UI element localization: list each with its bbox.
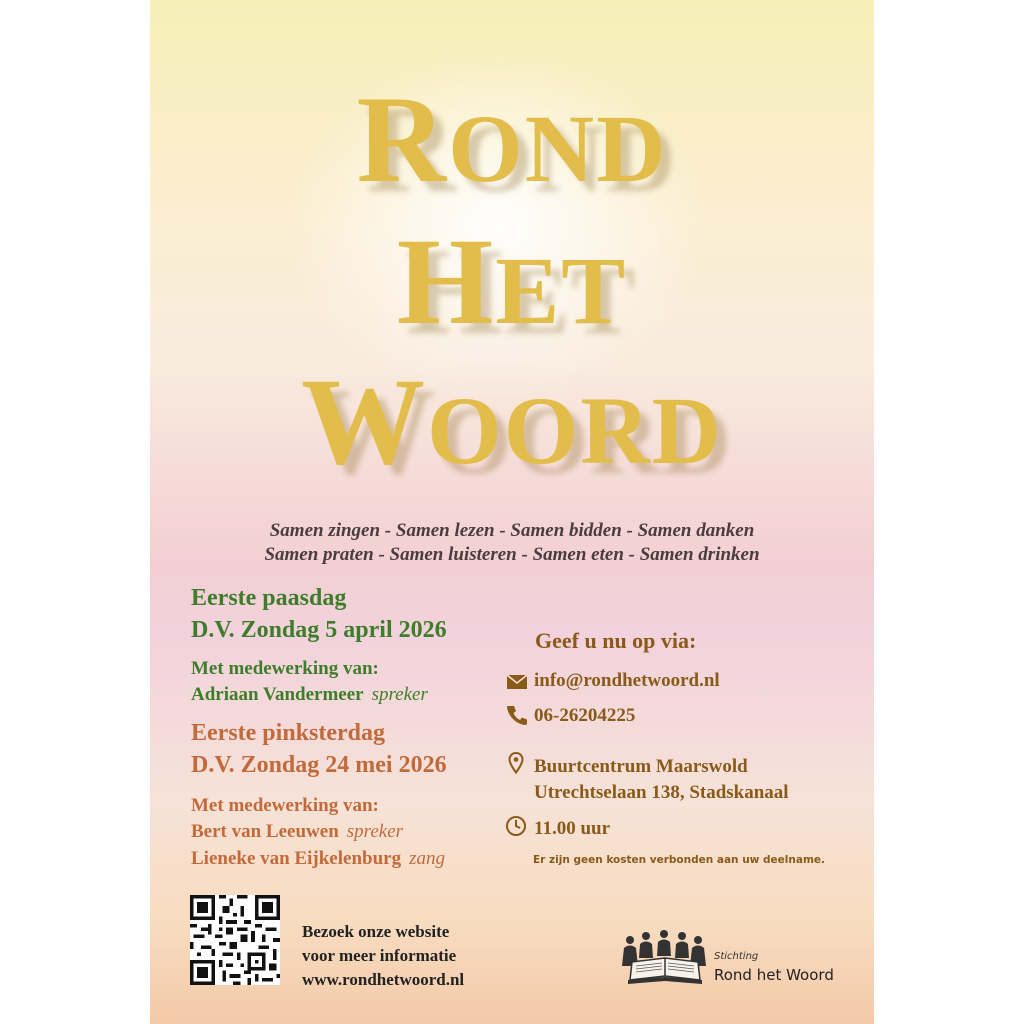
website-url[interactable]: www.rondhetwoord.nl (302, 970, 465, 989)
tagline-2: Samen praten - Samen luisteren - Samen eten - Samen drinken (264, 544, 760, 565)
qr-code[interactable] (190, 895, 280, 985)
tagline-1: Samen zingen - Samen lezen - Samen bidden - Samen danken (269, 520, 755, 541)
event2-date: D.V. Zondag 24 mei 2026 (191, 752, 447, 778)
email-link[interactable]: info@rondhetwoord.nl (534, 670, 720, 691)
time: 11.00 uur (534, 818, 611, 839)
website-line-2: voor meer informatie (302, 946, 457, 965)
phone-icon (506, 704, 528, 726)
logo-emblem (620, 928, 710, 990)
location-line-2: Utrechtselaan 138, Stadskanaal (534, 782, 789, 803)
event1-speaker: Adriaan Vandermeer spreker (191, 684, 428, 705)
clock-icon (505, 815, 527, 837)
poster (150, 0, 874, 1024)
logo-subtitle: Stichting (714, 951, 759, 962)
phone-number[interactable]: 06-26204225 (534, 705, 636, 726)
event2-with-label: Met medewerking van: (191, 795, 379, 816)
location-line-1: Buurtcentrum Maarswold (534, 756, 748, 777)
map-pin-icon (508, 752, 524, 774)
title-line-1: ROND (356, 71, 668, 208)
event2-name: Eerste pinksterdag (191, 720, 385, 746)
event1-name: Eerste paasdag (191, 585, 347, 611)
event2-speaker-2: Lieneke van Eijkelenburg zang (191, 848, 445, 869)
logo-name: Rond het Woord (714, 966, 834, 984)
website-line-1: Bezoek onze website (302, 922, 450, 941)
event2-speaker-1: Bert van Leeuwen spreker (191, 821, 404, 842)
envelope-icon (506, 674, 528, 690)
signup-heading: Geef u nu op via: (535, 628, 697, 653)
title-line-2: HET (396, 213, 628, 350)
event1-date: D.V. Zondag 5 april 2026 (191, 617, 447, 643)
event1-with-label: Met medewerking van: (191, 658, 379, 679)
title-line-3: WOORD (301, 353, 723, 490)
cost-note: Er zijn geen kosten verbonden aan uw deelname. (533, 854, 825, 866)
